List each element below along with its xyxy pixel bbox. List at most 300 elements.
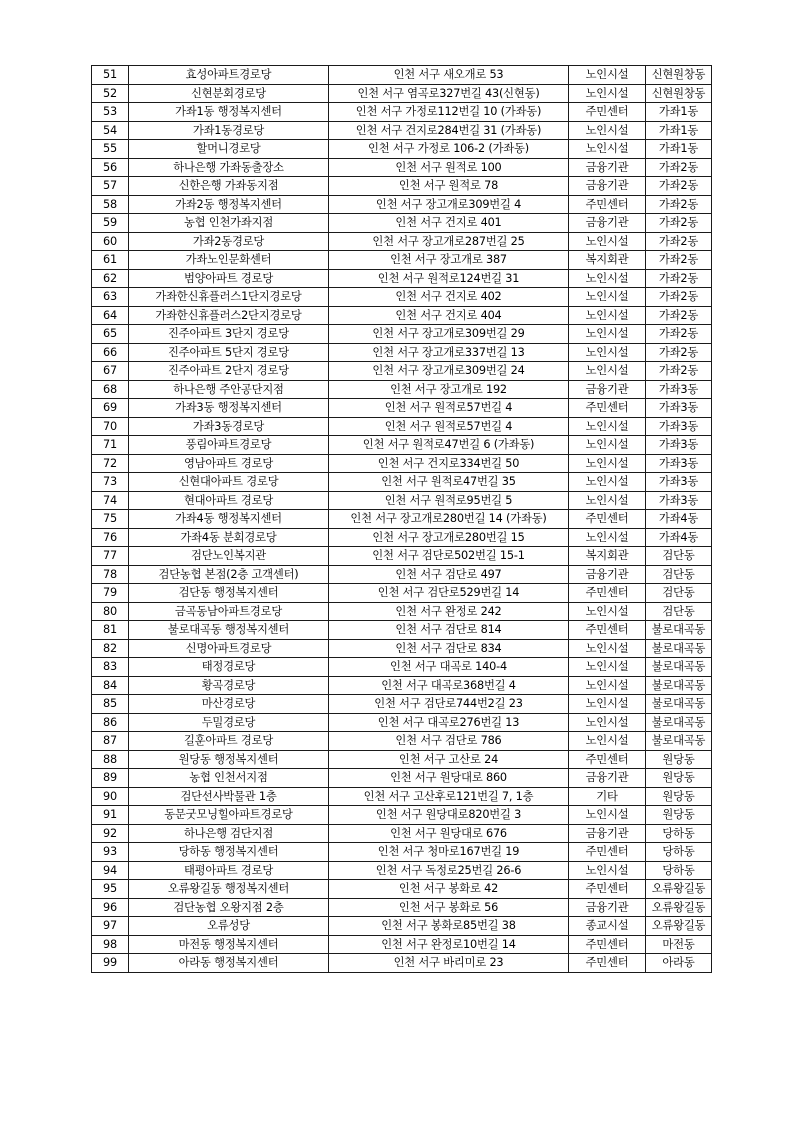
cell-address xyxy=(329,843,569,862)
table-row xyxy=(92,417,712,436)
cell-type-text: 기타 xyxy=(596,789,618,803)
cell-no-text: 66 xyxy=(103,345,117,359)
cell-dong-text: 가좌2동 xyxy=(658,327,699,340)
cell-name xyxy=(129,121,329,140)
cell-dong xyxy=(646,861,712,880)
cell-type xyxy=(569,695,646,714)
cell-address xyxy=(329,565,569,584)
cell-dong-text: 가좌3동 xyxy=(658,438,699,451)
cell-no xyxy=(92,787,129,806)
cell-name-text: 진주아파트 5단지 경로당 xyxy=(168,345,289,359)
cell-name-text: 가좌3동 행정복지센터 xyxy=(175,401,282,414)
cell-name xyxy=(129,232,329,251)
cell-dong xyxy=(646,806,712,825)
cell-no xyxy=(92,343,129,362)
cell-name-text: 길훈아파트 경로당 xyxy=(183,734,274,747)
cell-type xyxy=(569,917,646,936)
cell-name-text: 신현분회경로당 xyxy=(191,86,266,100)
cell-name xyxy=(129,473,329,492)
cell-no xyxy=(92,232,129,251)
cell-dong xyxy=(646,140,712,159)
cell-dong xyxy=(646,565,712,584)
cell-no xyxy=(92,880,129,899)
cell-name-text: 검단노인복지관 xyxy=(191,549,266,562)
table-row xyxy=(92,121,712,140)
cell-dong-text: 마전동 xyxy=(662,937,695,951)
cell-type xyxy=(569,232,646,251)
cell-type xyxy=(569,861,646,880)
cell-dong-text: 신현원창동 xyxy=(651,68,706,81)
cell-name xyxy=(129,658,329,677)
cell-no xyxy=(92,732,129,751)
cell-address xyxy=(329,121,569,140)
cell-no xyxy=(92,510,129,529)
cell-no xyxy=(92,362,129,381)
cell-dong-text: 검단동 xyxy=(662,586,695,599)
cell-dong xyxy=(646,547,712,566)
cell-dong xyxy=(646,750,712,769)
cell-name-text: 동문굿모닝힐아파트경로당 xyxy=(164,808,293,821)
cell-type xyxy=(569,787,646,806)
cell-address xyxy=(329,621,569,640)
table-row xyxy=(92,491,712,510)
cell-address xyxy=(329,750,569,769)
cell-address-text: 인천 서구 청마로167번길 19 xyxy=(377,845,520,858)
cell-no-text: 86 xyxy=(103,715,117,729)
cell-name-text: 마전동 행정복지센터 xyxy=(178,937,279,951)
table-row xyxy=(92,325,712,344)
cell-name xyxy=(129,510,329,529)
cell-name xyxy=(129,843,329,862)
cell-name xyxy=(129,935,329,954)
cell-no xyxy=(92,473,129,492)
cell-type-text: 복지회관 xyxy=(585,253,629,266)
cell-address xyxy=(329,898,569,917)
cell-type xyxy=(569,454,646,473)
cell-no-text: 70 xyxy=(103,419,117,433)
cell-name-text: 가좌2동경로당 xyxy=(192,234,265,248)
cell-no-text: 71 xyxy=(103,438,117,451)
table-row xyxy=(92,880,712,899)
cell-type xyxy=(569,251,646,270)
cell-address xyxy=(329,232,569,251)
cell-name-text: 효성아파트경로당 xyxy=(185,68,272,81)
cell-dong xyxy=(646,325,712,344)
table-row xyxy=(92,251,712,270)
cell-dong-text: 오류왕길동 xyxy=(651,919,706,932)
cell-address-text: 인천 서구 검단로529번길 14 xyxy=(377,586,520,599)
cell-type xyxy=(569,103,646,122)
table-row xyxy=(92,824,712,843)
cell-address xyxy=(329,584,569,603)
cell-type xyxy=(569,214,646,233)
cell-type xyxy=(569,491,646,510)
cell-no-text: 95 xyxy=(103,882,117,895)
cell-name-text: 범양아파트 경로당 xyxy=(183,271,274,285)
table-row xyxy=(92,954,712,973)
cell-dong-text: 가좌4동 xyxy=(658,512,699,525)
table-row xyxy=(92,454,712,473)
cell-address xyxy=(329,417,569,436)
cell-no-text: 67 xyxy=(103,364,117,377)
cell-no-text: 62 xyxy=(103,271,117,285)
cell-no xyxy=(92,380,129,399)
cell-dong-text: 가좌2동 xyxy=(658,364,699,377)
cell-dong xyxy=(646,676,712,695)
cell-dong xyxy=(646,602,712,621)
cell-name xyxy=(129,639,329,658)
table-row xyxy=(92,528,712,547)
cell-dong-text: 오류왕길동 xyxy=(651,900,706,914)
cell-no xyxy=(92,547,129,566)
cell-type-text: 주민센터 xyxy=(585,401,629,414)
cell-type xyxy=(569,880,646,899)
cell-dong xyxy=(646,121,712,140)
cell-address-text: 인천 서구 원적로47번길 35 xyxy=(381,475,516,488)
table-row xyxy=(92,103,712,122)
table-row xyxy=(92,399,712,418)
cell-type-text: 복지회관 xyxy=(585,549,629,562)
cell-dong xyxy=(646,639,712,658)
cell-dong xyxy=(646,454,712,473)
cell-type-text: 금융기관 xyxy=(585,771,629,784)
cell-address-text: 인천 서구 장고개로280번길 14 (가좌동) xyxy=(350,512,547,525)
cell-name-text: 검단농협 오왕지점 2층 xyxy=(173,900,284,914)
cell-no-text: 75 xyxy=(103,512,117,525)
cell-type xyxy=(569,177,646,196)
table-row xyxy=(92,158,712,177)
cell-type xyxy=(569,362,646,381)
cell-address-text: 인천 서구 장고개로 192 xyxy=(390,382,507,396)
cell-dong-text: 가좌3동 xyxy=(658,456,699,470)
cell-address xyxy=(329,343,569,362)
cell-dong xyxy=(646,954,712,973)
cell-name-text: 태평아파트 경로당 xyxy=(183,863,274,877)
cell-dong-text: 가좌2동 xyxy=(658,253,699,266)
cell-dong xyxy=(646,695,712,714)
cell-address xyxy=(329,917,569,936)
cell-dong-text: 불로대곡동 xyxy=(651,660,706,673)
cell-address xyxy=(329,177,569,196)
cell-type-text: 주민센터 xyxy=(585,956,629,969)
cell-no xyxy=(92,621,129,640)
cell-name xyxy=(129,713,329,732)
cell-dong xyxy=(646,584,712,603)
cell-no xyxy=(92,935,129,954)
cell-dong-text: 가좌1동 xyxy=(658,105,699,118)
table-row xyxy=(92,343,712,362)
cell-name xyxy=(129,880,329,899)
cell-dong-text: 불로대곡동 xyxy=(651,678,706,692)
table-row xyxy=(92,621,712,640)
cell-name-text: 금곡동남아파트경로당 xyxy=(174,604,283,618)
cell-address xyxy=(329,454,569,473)
table-row xyxy=(92,547,712,566)
cell-dong xyxy=(646,380,712,399)
cell-no xyxy=(92,436,129,455)
cell-name xyxy=(129,806,329,825)
cell-dong xyxy=(646,935,712,954)
cell-type xyxy=(569,84,646,103)
cell-name xyxy=(129,898,329,917)
cell-dong-text: 가좌3동 xyxy=(658,475,699,488)
cell-type-text: 노인시설 xyxy=(585,419,629,433)
cell-type xyxy=(569,750,646,769)
cell-dong xyxy=(646,898,712,917)
cell-name xyxy=(129,269,329,288)
cell-address-text: 인천 서구 봉화로 42 xyxy=(398,882,499,895)
cell-address xyxy=(329,695,569,714)
cell-address xyxy=(329,528,569,547)
table-row xyxy=(92,639,712,658)
cell-no xyxy=(92,177,129,196)
table-row xyxy=(92,843,712,862)
cell-name xyxy=(129,621,329,640)
cell-no-text: 87 xyxy=(103,734,117,747)
cell-address xyxy=(329,547,569,566)
cell-dong-text: 불로대곡동 xyxy=(651,715,706,729)
cell-name xyxy=(129,214,329,233)
cell-name-text: 오류성당 xyxy=(207,919,250,932)
cell-dong-text: 가좌2동 xyxy=(658,216,699,229)
cell-name-text: 가좌1동경로당 xyxy=(192,123,265,137)
cell-dong xyxy=(646,232,712,251)
cell-no xyxy=(92,306,129,325)
table-row xyxy=(92,713,712,732)
cell-dong xyxy=(646,436,712,455)
cell-dong-text: 불로대곡동 xyxy=(651,734,706,747)
table-row xyxy=(92,750,712,769)
cell-dong xyxy=(646,732,712,751)
cell-dong xyxy=(646,621,712,640)
cell-name xyxy=(129,676,329,695)
cell-dong-text: 가좌4동 xyxy=(658,530,699,544)
cell-address xyxy=(329,269,569,288)
cell-no-text: 92 xyxy=(103,826,117,840)
facility-table-container xyxy=(91,65,711,973)
cell-no-text: 90 xyxy=(103,789,117,803)
cell-address-text: 인천 서구 검단로 834 xyxy=(395,641,502,655)
cell-type xyxy=(569,621,646,640)
cell-type-text: 주민센터 xyxy=(585,586,629,599)
cell-no xyxy=(92,954,129,973)
cell-type xyxy=(569,269,646,288)
cell-address-text: 인천 서구 건지로284번길 31 (가좌동) xyxy=(355,123,542,137)
cell-address-text: 인천 서구 가정로 106-2 (가좌동) xyxy=(368,142,529,155)
cell-dong xyxy=(646,787,712,806)
cell-dong-text: 가좌3동 xyxy=(658,382,699,396)
cell-name-text: 두밀경로당 xyxy=(201,715,256,729)
cell-no xyxy=(92,103,129,122)
cell-name xyxy=(129,195,329,214)
table-row xyxy=(92,806,712,825)
cell-name-text: 진주아파트 2단지 경로당 xyxy=(168,364,289,377)
cell-no xyxy=(92,676,129,695)
cell-no-text: 80 xyxy=(103,604,117,618)
cell-name xyxy=(129,306,329,325)
cell-no xyxy=(92,713,129,732)
cell-dong-text: 검단동 xyxy=(662,549,695,562)
cell-no xyxy=(92,399,129,418)
cell-no-text: 53 xyxy=(103,105,117,118)
cell-type-text: 노인시설 xyxy=(585,456,629,470)
cell-address-text: 인천 서구 원적로57번길 4 xyxy=(384,401,513,414)
cell-address xyxy=(329,84,569,103)
cell-address xyxy=(329,510,569,529)
cell-type xyxy=(569,417,646,436)
cell-type xyxy=(569,935,646,954)
cell-dong-text: 가좌2동 xyxy=(658,308,699,322)
cell-address xyxy=(329,806,569,825)
cell-name xyxy=(129,750,329,769)
cell-dong-text: 가좌1동 xyxy=(658,123,699,137)
cell-no xyxy=(92,861,129,880)
cell-name xyxy=(129,917,329,936)
cell-type xyxy=(569,528,646,547)
cell-type-text: 주민센터 xyxy=(585,197,629,211)
cell-type-text: 노인시설 xyxy=(585,123,629,137)
cell-no xyxy=(92,269,129,288)
cell-name-text: 아라동 행정복지센터 xyxy=(178,956,279,969)
cell-dong-text: 가좌2동 xyxy=(658,197,699,211)
cell-no-text: 55 xyxy=(103,142,117,155)
cell-dong-text: 가좌2동 xyxy=(658,160,699,174)
cell-address-text: 인천 서구 원적로95번길 5 xyxy=(384,493,513,507)
cell-no xyxy=(92,140,129,159)
cell-no xyxy=(92,565,129,584)
cell-dong xyxy=(646,917,712,936)
cell-name xyxy=(129,399,329,418)
table-row xyxy=(92,602,712,621)
cell-name xyxy=(129,140,329,159)
cell-no-text: 94 xyxy=(103,863,117,877)
cell-no xyxy=(92,917,129,936)
cell-type-text: 주민센터 xyxy=(585,752,629,766)
cell-dong-text: 원당동 xyxy=(662,771,695,784)
cell-dong-text: 가좌2동 xyxy=(658,234,699,248)
cell-address-text: 인천 서구 장고개로 387 xyxy=(390,253,507,266)
cell-no xyxy=(92,843,129,862)
cell-type-text: 노인시설 xyxy=(585,678,629,692)
cell-name xyxy=(129,454,329,473)
cell-name xyxy=(129,417,329,436)
cell-dong-text: 원당동 xyxy=(662,752,695,766)
cell-address-text: 인천 서구 바리미로 23 xyxy=(393,956,504,969)
cell-no-text: 89 xyxy=(103,771,117,784)
cell-address-text: 인천 서구 장고개로309번길 24 xyxy=(372,364,525,377)
cell-type-text: 노인시설 xyxy=(585,475,629,488)
cell-address xyxy=(329,713,569,732)
cell-dong-text: 가좌3동 xyxy=(658,419,699,433)
cell-address-text: 인천 서구 장고개로280번길 15 xyxy=(372,530,525,544)
cell-address xyxy=(329,473,569,492)
cell-no-text: 73 xyxy=(103,475,117,488)
cell-address-text: 인천 서구 건지로 401 xyxy=(395,216,502,229)
cell-type-text: 노인시설 xyxy=(585,863,629,877)
cell-type xyxy=(569,898,646,917)
cell-dong xyxy=(646,769,712,788)
cell-name xyxy=(129,343,329,362)
cell-type xyxy=(569,565,646,584)
cell-type xyxy=(569,380,646,399)
cell-type-text: 주민센터 xyxy=(585,623,629,636)
cell-name-text: 할머니경로당 xyxy=(196,142,261,155)
cell-dong-text: 아라동 xyxy=(662,956,695,969)
cell-address xyxy=(329,769,569,788)
cell-type xyxy=(569,639,646,658)
cell-no xyxy=(92,824,129,843)
cell-no-text: 78 xyxy=(103,567,117,581)
cell-address-text: 인천 서구 봉화로85번길 38 xyxy=(381,919,516,932)
cell-address xyxy=(329,214,569,233)
cell-type xyxy=(569,436,646,455)
cell-no-text: 98 xyxy=(103,937,117,951)
cell-type xyxy=(569,602,646,621)
cell-type xyxy=(569,343,646,362)
cell-type-text: 주민센터 xyxy=(585,105,629,118)
cell-type-text: 주민센터 xyxy=(585,882,629,895)
cell-address xyxy=(329,658,569,677)
cell-no xyxy=(92,528,129,547)
cell-type xyxy=(569,954,646,973)
cell-type-text: 금융기관 xyxy=(585,179,629,192)
cell-name xyxy=(129,362,329,381)
cell-no-text: 69 xyxy=(103,401,117,414)
cell-no-text: 83 xyxy=(103,660,117,673)
cell-no-text: 54 xyxy=(103,123,117,137)
table-row xyxy=(92,66,712,85)
cell-dong-text: 가좌2동 xyxy=(658,290,699,303)
cell-no-text: 82 xyxy=(103,641,117,655)
table-row xyxy=(92,769,712,788)
cell-name-text: 신명아파트경로당 xyxy=(185,641,272,655)
cell-name-text: 가좌4동 행정복지센터 xyxy=(175,512,282,525)
cell-dong-text: 원당동 xyxy=(662,808,695,821)
cell-address-text: 인천 서구 완정로10번길 14 xyxy=(381,937,516,951)
cell-no-text: 91 xyxy=(103,808,117,821)
cell-address-text: 인천 서구 장고개로337번길 13 xyxy=(372,345,525,359)
table-row xyxy=(92,362,712,381)
cell-name-text: 당하동 행정복지센터 xyxy=(178,845,279,858)
cell-no xyxy=(92,658,129,677)
cell-type-text: 주민센터 xyxy=(585,512,629,525)
cell-no xyxy=(92,750,129,769)
cell-name-text: 태정경로당 xyxy=(201,660,256,673)
table-row xyxy=(92,195,712,214)
cell-no-text: 93 xyxy=(103,845,117,858)
cell-type-text: 노인시설 xyxy=(585,290,629,303)
cell-no-text: 61 xyxy=(103,253,117,266)
cell-dong-text: 가좌2동 xyxy=(658,179,699,192)
cell-address-text: 인천 서구 대곡로276번길 13 xyxy=(377,715,520,729)
table-row xyxy=(92,732,712,751)
table-row xyxy=(92,232,712,251)
cell-name xyxy=(129,158,329,177)
cell-dong xyxy=(646,399,712,418)
cell-dong xyxy=(646,491,712,510)
cell-name xyxy=(129,528,329,547)
cell-type-text: 노인시설 xyxy=(585,234,629,248)
cell-no-text: 97 xyxy=(103,919,117,932)
cell-type xyxy=(569,140,646,159)
cell-address xyxy=(329,195,569,214)
cell-address xyxy=(329,787,569,806)
cell-no xyxy=(92,584,129,603)
table-row xyxy=(92,140,712,159)
cell-address-text: 인천 서구 검단로502번길 15-1 xyxy=(372,549,525,562)
cell-type xyxy=(569,66,646,85)
cell-no-text: 65 xyxy=(103,327,117,340)
